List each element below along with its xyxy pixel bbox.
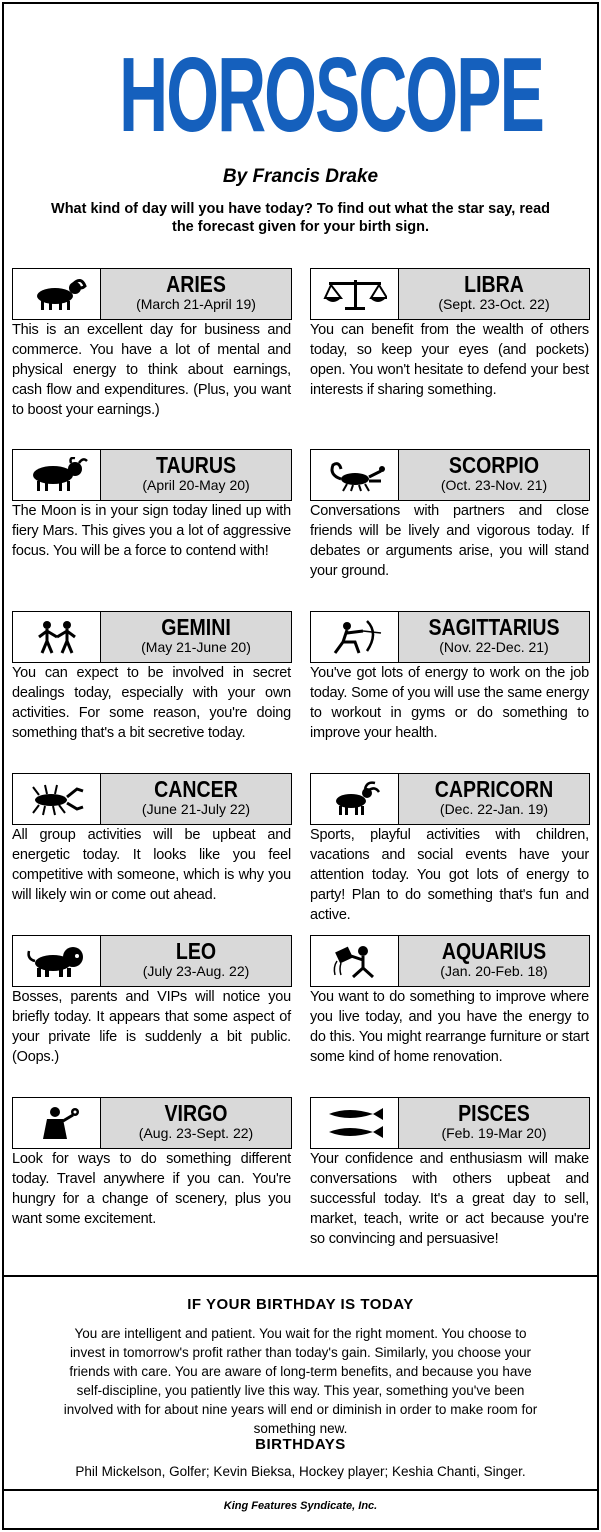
sign-name: TAURUS <box>155 452 237 478</box>
goat-icon <box>311 774 399 824</box>
archer-icon <box>311 612 399 662</box>
sign-name-box <box>101 269 291 319</box>
sign-leo <box>12 935 292 1095</box>
sign-dates: (Nov. 22-Dec. 21) <box>439 639 549 655</box>
sign-name: LIBRA <box>464 271 524 297</box>
sign-cancer <box>12 773 292 933</box>
sign-forecast: You can benefit from the wealth of others today, so keep your eyes (and pockets) open. You won't hesitate to defend your best interests if sharing something. <box>310 322 589 398</box>
sign-forecast: Your confidence and enthusiasm will make conversations with others upbeat and successful today. It's a great day to sell, market, teach, write or act because you're so convincing and persuasive! <box>310 1151 589 1247</box>
sign-header <box>12 935 292 987</box>
sign-name: GEMINI <box>161 614 231 640</box>
ram-icon <box>13 269 101 319</box>
sign-name-box <box>101 774 291 824</box>
sign-header <box>310 935 590 987</box>
scorpion-icon <box>311 450 399 500</box>
sign-name: ARIES <box>166 271 226 297</box>
sign-forecast: You want to do something to improve where you live today, and you have the energy to do this. You might rearrange furniture or start some kind of home renovation. <box>310 989 589 1065</box>
birthdays-heading: BIRTHDAYS <box>255 1436 346 1453</box>
sign-header <box>310 268 590 320</box>
sign-name-box <box>399 450 589 500</box>
byline: By Francis Drake <box>222 166 379 187</box>
sign-name-box <box>399 269 589 319</box>
sign-dates: (Dec. 22-Jan. 19) <box>439 801 549 817</box>
sign-name: CAPRICORN <box>434 776 554 802</box>
sign-dates: (Oct. 23-Nov. 21) <box>440 477 548 493</box>
sign-name: SCORPIO <box>448 452 540 478</box>
twins-icon <box>13 612 101 662</box>
sign-dates: (July 23-Aug. 22) <box>142 963 250 979</box>
scales-icon <box>311 269 399 319</box>
sign-forecast: You can expect to be involved in secret dealings today, especially with your own activities. For some reason, you're doing something that's a bit secretive today. <box>12 665 291 741</box>
sign-name: CANCER <box>154 776 238 802</box>
birthday-text: You are intelligent and patient. You wait for the right moment. You choose to invest in tomorrow's profit rather than today's gain. Similarly, you choose your friends with care. You are aware of long-term benefits, and because you have self-discipline, you patiently live this way. This year, something you've been involved with for about nine years will end or diminish in order to make room for something new. <box>63 1326 538 1436</box>
sign-name: SAGITTARIUS <box>428 614 560 640</box>
sign-capricorn <box>310 773 590 933</box>
sign-header <box>12 449 292 501</box>
intro-text: What kind of day will you have today? To find out what the star say, read the forecast given for your birth sign. <box>51 201 550 235</box>
sign-dates: (May 21-June 20) <box>141 639 251 655</box>
sign-name-box <box>101 1098 291 1148</box>
sign-dates: (March 21-April 19) <box>136 296 256 312</box>
sign-dates: (Feb. 19-Mar 20) <box>441 1125 547 1141</box>
sign-header <box>12 611 292 663</box>
sign-forecast: The Moon is in your sign today lined up with fiery Mars. This gives you a lot of aggressive focus. You will be a force to contend with! <box>12 503 291 559</box>
bull-icon <box>13 450 101 500</box>
sign-dates: (Jan. 20-Feb. 18) <box>440 963 548 979</box>
sign-name-box <box>399 612 589 662</box>
water-bearer-icon <box>311 936 399 986</box>
crab-icon <box>13 774 101 824</box>
sign-aries <box>12 268 292 428</box>
sign-name-box <box>399 936 589 986</box>
sign-sagittarius <box>310 611 590 771</box>
birthday-heading: IF YOUR BIRTHDAY IS TODAY <box>187 1296 414 1313</box>
fish-icon <box>311 1098 399 1148</box>
sign-header <box>12 1097 292 1149</box>
sign-name-box <box>101 936 291 986</box>
sign-virgo <box>12 1097 292 1257</box>
sign-name-box <box>399 774 589 824</box>
credit-line: King Features Syndicate, Inc. <box>223 1500 378 1512</box>
sign-name: AQUARIUS <box>441 938 547 964</box>
sign-pisces <box>310 1097 590 1257</box>
sign-libra <box>310 268 590 428</box>
lion-icon <box>13 936 101 986</box>
sign-dates: (Sept. 23-Oct. 22) <box>438 296 550 312</box>
credit-divider <box>2 1489 599 1491</box>
sign-header <box>12 773 292 825</box>
sign-forecast: Bosses, parents and VIPs will notice you briefly today. It appears that some aspect of your private life is suddenly a bit public. (Oops.) <box>12 989 291 1065</box>
sign-name-box <box>399 1098 589 1148</box>
sign-name-box <box>101 612 291 662</box>
sign-forecast: Look for ways to do something different today. Travel anywhere if you can. You're hungry for a change of scenery, plus you want some excitement. <box>12 1151 291 1227</box>
sign-gemini <box>12 611 292 771</box>
sign-forecast: All group activities will be upbeat and energetic today. It looks like you feel competitive with someone, which is why you will likely win or come out ahead. <box>12 827 291 903</box>
sign-name: LEO <box>175 938 217 964</box>
sign-forecast: This is an excellent day for business and commerce. You have a lot of mental and physical energy to think about earnings, cash flow and expenditures. (Plus, you want to boost your earnings.) <box>12 322 291 418</box>
sign-forecast: You've got lots of energy to work on the job today. Some of you will use the same energy to workout in gyms or do something to improve your health. <box>310 665 589 741</box>
sign-header <box>310 1097 590 1149</box>
page-title <box>0 36 601 154</box>
sign-name: VIRGO <box>164 1100 228 1126</box>
sign-name-box <box>101 450 291 500</box>
sign-header <box>310 773 590 825</box>
sign-scorpio <box>310 449 590 609</box>
sign-header <box>310 611 590 663</box>
sign-header <box>12 268 292 320</box>
sign-forecast: Conversations with partners and close friends will be lively and vigorous today. If debates or arguments arise, you will stand your ground. <box>310 503 589 579</box>
sign-header <box>310 449 590 501</box>
sign-dates: (June 21-July 22) <box>141 801 251 817</box>
title-text: HOROSCOPE <box>119 36 543 154</box>
sign-taurus <box>12 449 292 609</box>
sign-name: PISCES <box>458 1100 530 1126</box>
section-divider <box>2 1275 599 1277</box>
sign-dates: (April 20-May 20) <box>142 477 250 493</box>
maiden-icon <box>13 1098 101 1148</box>
sign-forecast: Sports, playful activities with children, vacations and social events have your attention today. You got lots of energy to party! Plan to do something that's fun and active. <box>310 827 589 923</box>
sign-aquarius <box>310 935 590 1095</box>
birthdays-text: Phil Mickelson, Golfer; Kevin Bieksa, Hockey player; Keshia Chanti, Singer. <box>75 1464 526 1479</box>
sign-dates: (Aug. 23-Sept. 22) <box>138 1125 254 1141</box>
